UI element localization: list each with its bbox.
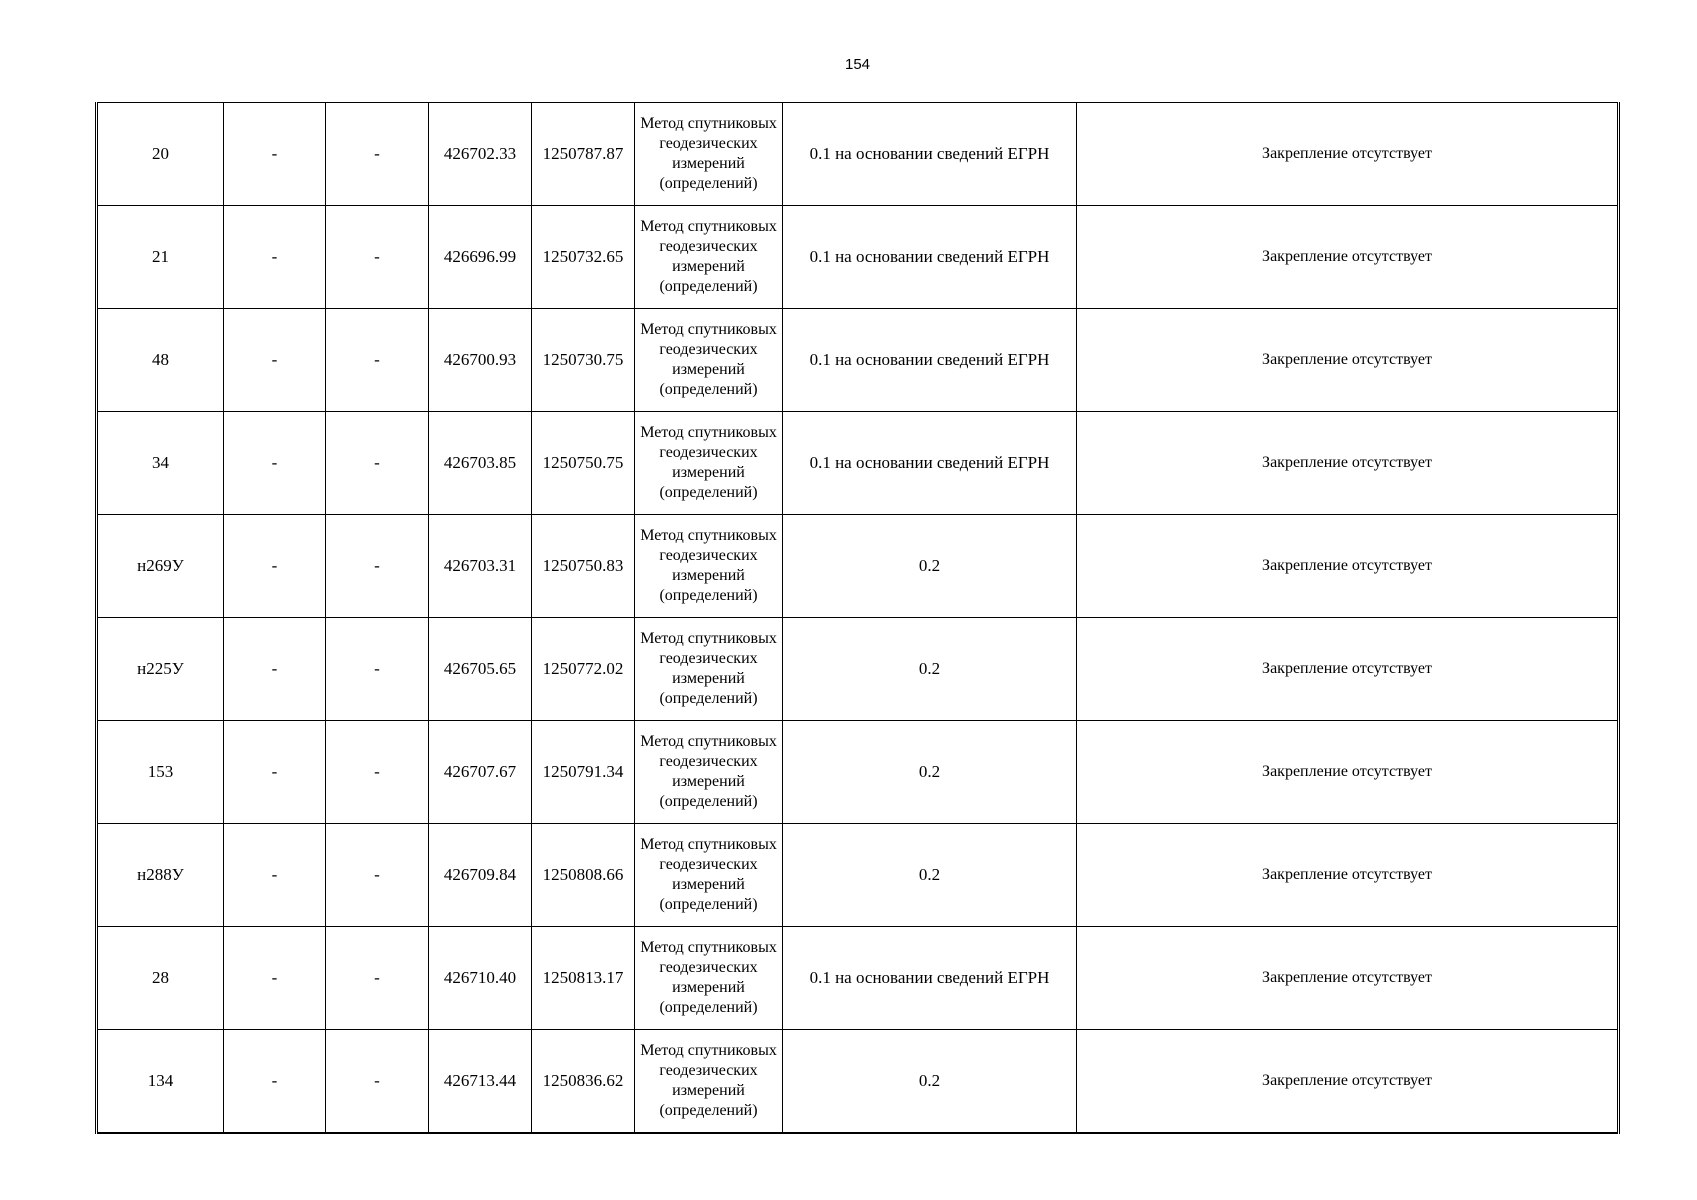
coord-x-cell: 426709.84 — [429, 824, 532, 927]
coord-x-cell: 426705.65 — [429, 618, 532, 721]
fixing-cell: Закрепление отсутствует — [1077, 515, 1619, 618]
empty-coord-y-cell: - — [326, 103, 429, 206]
table-row — [97, 1030, 1619, 1134]
table-row — [97, 412, 1619, 515]
point-name-cell: 28 — [97, 927, 224, 1030]
fixing-cell: Закрепление отсутствует — [1077, 206, 1619, 309]
accuracy-cell: 0.2 — [783, 515, 1077, 618]
coord-x-cell: 426703.85 — [429, 412, 532, 515]
method-cell: Метод спутниковых геодезических измерений (определений) — [635, 618, 783, 721]
coord-y-cell: 1250787.87 — [532, 103, 635, 206]
empty-coord-y-cell: - — [326, 618, 429, 721]
accuracy-cell: 0.2 — [783, 824, 1077, 927]
accuracy-cell: 0.1 на основании сведений ЕГРН — [783, 412, 1077, 515]
coord-x-cell: 426700.93 — [429, 309, 532, 412]
fixing-cell: Закрепление отсутствует — [1077, 824, 1619, 927]
coord-y-cell: 1250750.75 — [532, 412, 635, 515]
accuracy-cell: 0.1 на основании сведений ЕГРН — [783, 103, 1077, 206]
fixing-cell: Закрепление отсутствует — [1077, 618, 1619, 721]
table-body — [97, 103, 1619, 1134]
method-cell: Метод спутниковых геодезических измерений (определений) — [635, 309, 783, 412]
coord-y-cell: 1250750.83 — [532, 515, 635, 618]
method-cell: Метод спутниковых геодезических измерений (определений) — [635, 1030, 783, 1134]
coord-x-cell: 426707.67 — [429, 721, 532, 824]
empty-coord-y-cell: - — [326, 309, 429, 412]
fixing-cell: Закрепление отсутствует — [1077, 103, 1619, 206]
empty-coord-x-cell: - — [224, 721, 326, 824]
coord-y-cell: 1250813.17 — [532, 927, 635, 1030]
point-name-cell: 153 — [97, 721, 224, 824]
coord-x-cell: 426696.99 — [429, 206, 532, 309]
method-cell: Метод спутниковых геодезических измерений (определений) — [635, 721, 783, 824]
empty-coord-x-cell: - — [224, 103, 326, 206]
empty-coord-y-cell: - — [326, 927, 429, 1030]
table-row — [97, 309, 1619, 412]
point-name-cell: 20 — [97, 103, 224, 206]
coord-x-cell: 426713.44 — [429, 1030, 532, 1134]
fixing-cell: Закрепление отсутствует — [1077, 1030, 1619, 1134]
point-name-cell: н225У — [97, 618, 224, 721]
fixing-cell: Закрепление отсутствует — [1077, 309, 1619, 412]
coord-y-cell: 1250772.02 — [532, 618, 635, 721]
empty-coord-y-cell: - — [326, 206, 429, 309]
coordinates-table — [95, 102, 1620, 1134]
table-row — [97, 721, 1619, 824]
point-name-cell: 134 — [97, 1030, 224, 1134]
method-cell: Метод спутниковых геодезических измерений (определений) — [635, 103, 783, 206]
fixing-cell: Закрепление отсутствует — [1077, 412, 1619, 515]
coord-x-cell: 426702.33 — [429, 103, 532, 206]
page-number: 154 — [844, 56, 871, 73]
empty-coord-x-cell: - — [224, 618, 326, 721]
empty-coord-y-cell: - — [326, 1030, 429, 1134]
table-row — [97, 618, 1619, 721]
table-row — [97, 927, 1619, 1030]
method-cell: Метод спутниковых геодезических измерений (определений) — [635, 206, 783, 309]
table-row — [97, 103, 1619, 206]
empty-coord-x-cell: - — [224, 515, 326, 618]
accuracy-cell: 0.1 на основании сведений ЕГРН — [783, 309, 1077, 412]
empty-coord-y-cell: - — [326, 824, 429, 927]
coord-x-cell: 426710.40 — [429, 927, 532, 1030]
empty-coord-x-cell: - — [224, 206, 326, 309]
coord-y-cell: 1250836.62 — [532, 1030, 635, 1134]
fixing-cell: Закрепление отсутствует — [1077, 927, 1619, 1030]
coord-y-cell: 1250808.66 — [532, 824, 635, 927]
empty-coord-y-cell: - — [326, 515, 429, 618]
point-name-cell: 21 — [97, 206, 224, 309]
table-row — [97, 515, 1619, 618]
point-name-cell: н269У — [97, 515, 224, 618]
accuracy-cell: 0.2 — [783, 618, 1077, 721]
empty-coord-y-cell: - — [326, 721, 429, 824]
accuracy-cell: 0.2 — [783, 1030, 1077, 1134]
coord-y-cell: 1250791.34 — [532, 721, 635, 824]
table-row — [97, 206, 1619, 309]
empty-coord-x-cell: - — [224, 1030, 326, 1134]
empty-coord-x-cell: - — [224, 824, 326, 927]
empty-coord-x-cell: - — [224, 412, 326, 515]
method-cell: Метод спутниковых геодезических измерений (определений) — [635, 824, 783, 927]
empty-coord-x-cell: - — [224, 309, 326, 412]
method-cell: Метод спутниковых геодезических измерений (определений) — [635, 515, 783, 618]
coord-x-cell: 426703.31 — [429, 515, 532, 618]
point-name-cell: н288У — [97, 824, 224, 927]
coord-y-cell: 1250732.65 — [532, 206, 635, 309]
accuracy-cell: 0.2 — [783, 721, 1077, 824]
point-name-cell: 48 — [97, 309, 224, 412]
method-cell: Метод спутниковых геодезических измерений (определений) — [635, 927, 783, 1030]
accuracy-cell: 0.1 на основании сведений ЕГРН — [783, 927, 1077, 1030]
empty-coord-y-cell: - — [326, 412, 429, 515]
point-name-cell: 34 — [97, 412, 224, 515]
accuracy-cell: 0.1 на основании сведений ЕГРН — [783, 206, 1077, 309]
coord-y-cell: 1250730.75 — [532, 309, 635, 412]
fixing-cell: Закрепление отсутствует — [1077, 721, 1619, 824]
empty-coord-x-cell: - — [224, 927, 326, 1030]
table-row — [97, 824, 1619, 927]
method-cell: Метод спутниковых геодезических измерений (определений) — [635, 412, 783, 515]
